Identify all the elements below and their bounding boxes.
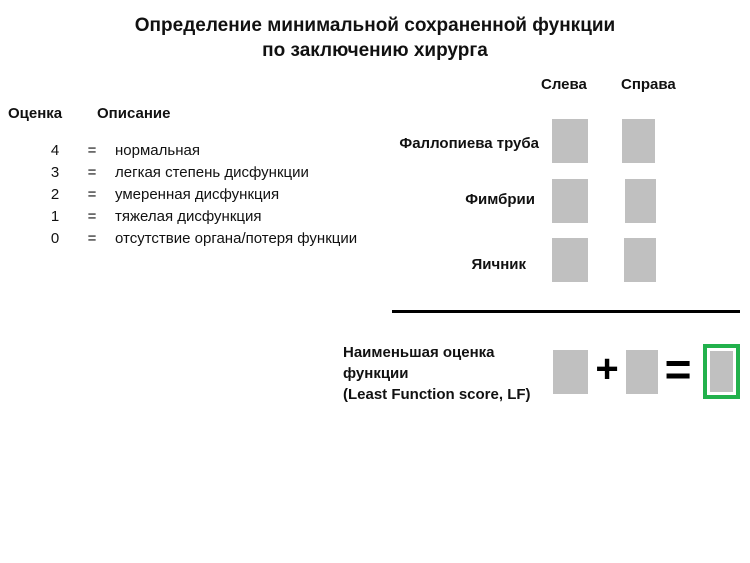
- lf-result-fill: [710, 351, 733, 392]
- column-right-header: Справа: [621, 76, 676, 93]
- legend-equals: =: [87, 142, 97, 159]
- least-function-score-label: [343, 342, 531, 405]
- least-function-line1: Наименьшая оценка: [343, 344, 495, 361]
- legend-description: отсутствие органа/потеря функции: [115, 230, 358, 247]
- legend-score: 4: [50, 142, 60, 159]
- equals-sign: =: [664, 343, 692, 395]
- lf-box-right[interactable]: [626, 350, 658, 394]
- column-left-header: Слева: [541, 76, 587, 93]
- legend-score: 3: [50, 164, 60, 181]
- legend-description: умеренная дисфункция: [115, 186, 280, 203]
- lf-result-box[interactable]: [703, 344, 740, 399]
- score-box-ovary-right[interactable]: [624, 238, 656, 282]
- page-title-line1: Определение минимальной сохраненной функции: [134, 15, 616, 36]
- score-box-fallopian-tube-left[interactable]: [552, 119, 588, 163]
- legend-equals: =: [87, 186, 97, 203]
- least-function-line3: (Least Function score, LF): [343, 386, 531, 403]
- organ-label-fimbriae: Фимбрии: [465, 191, 535, 208]
- score-box-fimbriae-left[interactable]: [552, 179, 588, 223]
- least-function-line2: функции: [343, 365, 409, 382]
- page-title-line2: по заключению хирурга: [262, 40, 488, 61]
- legend-description: тяжелая дисфункция: [115, 208, 262, 225]
- legend-description: легкая степень дисфункции: [115, 164, 309, 181]
- legend-equals: =: [87, 208, 97, 225]
- legend-score: 2: [50, 186, 60, 203]
- legend-equals: =: [87, 164, 97, 181]
- score-box-fimbriae-right[interactable]: [625, 179, 656, 223]
- legend-score: 0: [50, 230, 60, 247]
- score-header: Оценка: [8, 105, 63, 122]
- divider-line: [392, 310, 740, 313]
- legend-score: 1: [50, 208, 60, 225]
- legend-description: нормальная: [115, 142, 200, 159]
- score-box-fallopian-tube-right[interactable]: [622, 119, 655, 163]
- organ-label-fallopian-tube: Фаллопиева труба: [399, 135, 539, 152]
- description-header: Описание: [97, 105, 171, 122]
- organ-label-ovary: Яичник: [471, 256, 526, 273]
- score-box-ovary-left[interactable]: [552, 238, 588, 282]
- plus-sign: +: [595, 347, 619, 391]
- lf-box-left[interactable]: [553, 350, 588, 394]
- legend-equals: =: [87, 230, 97, 247]
